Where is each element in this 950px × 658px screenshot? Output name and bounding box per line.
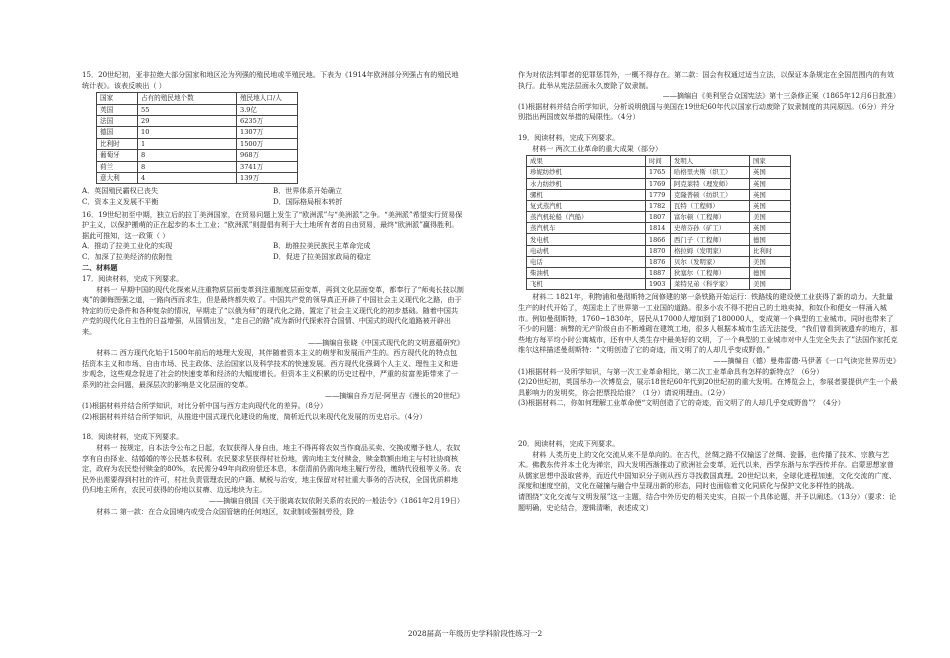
table-header-row [527,156,791,167]
table-row [97,172,298,183]
table-row [527,279,791,290]
question-20-intro: 20．阅读材料，完成下列要求。 [518,438,620,448]
table-header-cell: 发明人 [671,156,750,167]
q20-material: 材料 人类历史上的文化交流从来不是单向的。在古代，丝绸之路不仅输送了丝绸、瓷器，也传播了技术、宗教与艺术。佛教东传并本土化为禅宗，四大发明西渐推动了欧洲社会变革，近代以来，西学东渐与东学西传并存。启蒙思想家曾从儒家思想中汲取营养，而近代中国知识分子则从西方寻找救国真理。20世纪以来，全球化进程加速，文化交流的广度、深度和速度空前，文化在碰撞与融合中呈现出新的形态，同时也面临着文化同质化与保护文化多样性的挑战。 [518,449,896,491]
q18-material-1: 材料一 按规定，自本法令公布之日起，农奴获得人身自由，地主不得再将农奴当作商品买卖、交换或赠予他人，农奴享有自由择业、结婚婚的等公民基本权利。农民要求坚获得村社份地，需向地主支付赎金，赎金数额由地主与村社协商核定，政府为农民垫付赎金的80%，农民需分49年向政府偿还本息，本偿清前仍需向地主履行劳役，缴纳代役租等义务。农民外出需要得到村社的许可，村社负责管理农民的户籍、赋税与治安，地主保留对村社重大事务的否决权，全国优质耕地仍归地主所有，农民可获得的份地以贫瘠、边远地块为主。 [82,442,462,495]
q19-material-2: 材料二 1821年，利物浦和曼彻斯特之间修建的第一条铁路开始运行：铁路线的建设使工业获得了新的动力。大批量生产的时代开始了，英国走上了世界第一工业国的道路。很多小农不得不把自己的土地卖掉，和奴仆和便女一样涌入城市。例如曼彻斯特，1760~1830年，居民从17000人增加到了180000人，变成第一个典型的工业城市。同时也带来了不少的问题：病弊的无产阶级自由不断堆砌在建筑工地，很多人根据本城市生活无法接受，“我们曾看到被遗弃的地方，那些地方每平均小时公寓城市，还有中人类生存中最美好的文明，了一个典型的工业城市对中人生完全失去了”法国作家托克维尔这样描述曼彻斯特：“文明创造了它的奇迹，而文明了的人却几乎变成野兽。” [518,292,898,355]
q17-material-1-source: ——摘编自张晓《中国式现代化的文明意蕴研究》 [307,337,464,347]
table-cell: 1779 [646,189,671,200]
table-cell: 968万 [237,150,298,161]
table-header-cell: 殖民地人口/人 [237,93,298,104]
table-cell: 德国 [750,234,791,245]
table-header-cell: 国家 [97,93,138,104]
q19-inventions-table [526,155,791,290]
left-column [82,70,464,517]
table-cell: 6235万 [237,115,298,126]
q17-material-1: 材料一 早期中国的现代化探索从注重物质层面变革到注重制度层面变革，再到文化层面变革，都奉行了“师夷长技以制夷”的御侮图强之道，一路向西而求生，但是最终都失败了。中国共产党的领导真正开辟了中国社会主义现代化之路，由于特定的历史条件和各种复杂的情况，早期走了“以俄为师”的现代化之路，置定了社会主义现代化的初步基础。随着中国共产党的现代化自主性的日益增强，从国情出发，“走自己的路”成为新时代探索符合国情、中国式的现代化道路被开辟出来。 [82,284,464,337]
table-cell: 英国 [97,104,138,115]
q15-colony-table [96,92,298,184]
table-cell: 史蒂芬孙（矿工） [671,223,750,234]
question-19-intro: 19．阅读材料，完成下列要求。 [518,132,620,142]
table-cell: 蒸汽机轮船（汽船） [527,212,646,223]
q17-material-2: 材料二 西方现代化始于1500年前后的地理大发现，其伴随着资本主义的萌芽和发展而产生的。西方现代化的特点包括资本主义和市场、自由市场、民主政体、法治国家以及科学技术的快速发展。西方现代化强调个人主义、理性主义和进步观念，这些观念促进了社会的快速变革和经济的大幅度增长。但资本主义积累的历史过程中，严重的贫富差距带来了一系列的社会问题，最深层次的影响是文化层面的变革。 [82,348,458,389]
table-cell: 珍妮纺纱机 [527,167,646,178]
table-cell: 美国 [750,256,791,267]
table-cell: 1887 [646,268,671,279]
table-cell: 瓦特（工程师） [671,200,750,211]
table-cell: 莱特兄弟（科学家） [671,279,750,290]
table-cell: 10 [138,127,237,138]
q19-material-1-title: 材料一 两次工业革命的重大成果（部分） [532,143,663,153]
table-cell: 电话 [527,256,646,267]
table-cell: 法国 [97,115,138,126]
table-row [527,268,791,279]
question-17-intro: 17．阅读材料，完成下列要求。 [82,274,184,284]
table-cell: 1500万 [237,138,298,149]
table-cell: 1807 [646,212,671,223]
table-cell: 阿克莱特（理发师） [671,178,750,189]
q18-material-1-source: ——摘编自俄国《关于脱离农奴依附关系的农民的一般法令》（1861年2月19日） [208,495,464,505]
table-cell: 英国 [750,200,791,211]
table-cell: 德国 [97,127,138,138]
q19-material-2-source: ——摘编自（德）曼弗雷德·马伊著《一口气读完世界历史》 [713,355,900,365]
q20-task: 请围绕“文化交流与文明发展”这一主题，结合中外历史的相关史实，自拟一个具体论题，并予以阐述。（13分）（要求：论题明确，史论结合，逻辑清晰，表述成文） [518,491,897,512]
table-row [97,161,298,172]
table-cell: 荷兰 [97,161,138,172]
table-header-cell: 成果 [527,156,646,167]
q16-option-b: B．助推拉美民族民主革命完成 [273,241,371,251]
q18-material-2-source: ——摘编自《美利坚合众国宪法》第十三条修正案（1865年12月6日批准） [662,91,900,101]
table-header-row [97,93,298,104]
q18-material-2-continued: 作为对依法判罪者的犯罪惩罚外，一概不得存在。第二款：国会有权通过适当立法，以保证本条规定在全国范围内的有效执行。此举从宪法层面永久废除了奴隶制。 [518,70,894,90]
table-cell: 8 [138,161,237,172]
table-cell: 1866 [646,234,671,245]
q19-requirement-3: (3)根据材料二，你如何理解工业革命使“文明创造了它的奇迹，而文明了的人却几乎变成野兽”？（4分） [518,398,845,408]
table-row [97,127,298,138]
table-cell: 美国 [750,279,791,290]
q15-option-b: B．世界体系开始确立 [273,186,343,196]
table-cell: 蒸汽机车 [527,223,646,234]
table-cell: 1765 [646,167,671,178]
table-cell: 比利时 [97,138,138,149]
table-cell: 哈格里夫斯（织工） [671,167,750,178]
table-cell: 55 [138,104,237,115]
table-row [527,223,791,234]
q19-requirement-2: (2)20世纪初，英国举办一次博览会，展示18世纪60年代到20世纪初的重大发明。在博览会上，参展者要提供产生一个最具影响力的发明奖，你会把票投给谁？（1分）请说明理由。（2分） [518,377,898,397]
table-cell: 飞机 [527,279,646,290]
table-cell: 骡机 [527,189,646,200]
table-cell: 电动机 [527,245,646,256]
table-row [527,178,791,189]
table-row [97,150,298,161]
table-header-cell: 国家 [750,156,791,167]
table-cell: 29 [138,115,237,126]
page-footer: 2028届高一年级历史学科阶段性练习一2 [407,629,543,638]
right-column [518,70,900,513]
table-cell: 发电机 [527,234,646,245]
table-cell: 1870 [646,245,671,256]
table-cell: 水力纺纱机 [527,178,646,189]
table-header-cell: 时间 [646,156,671,167]
table-cell: 葡萄牙 [97,150,138,161]
table-cell: 1814 [646,223,671,234]
table-cell: 1307万 [237,127,298,138]
table-cell: 英国 [750,189,791,200]
table-cell: 3741万 [237,161,298,172]
table-row [527,167,791,178]
table-cell: 复式蒸汽机 [527,200,646,211]
table-cell: 意大利 [97,172,138,183]
q17-material-2-source: ——摘编自乔万尼·阿里吉《漫长的20世纪》 [325,390,464,400]
table-row [527,200,791,211]
table-cell: 139万 [237,172,298,183]
q17-requirement-2: (2)根据材料并结合所学知识，从推进中国式现代化建设的角度，简析近代以来现代化发展的历史启示。（4分） [82,411,427,421]
q15-options [82,186,464,207]
question-18-intro: 18．阅读材料，完成下列要求。 [82,432,184,442]
table-cell: 美国 [750,212,791,223]
q15-option-d: D．国际格局根本转折 [273,196,343,206]
q15-option-c: C．资本主义发展不平衡 [82,196,159,206]
table-row [527,234,791,245]
table-row [527,256,791,267]
table-row [97,104,298,115]
table-cell: 1876 [646,256,671,267]
table-cell: 1 [138,138,237,149]
table-cell: 英国 [750,178,791,189]
table-row [97,115,298,126]
question-15-stem: 15．20世纪初，亚非拉绝大部分国家和地区沦为列强的殖民地或半殖民地。下表为《1914年欧洲部分列强占有的殖民地统计表》。该表反映出（ ） [82,70,459,90]
table-cell: 1769 [646,178,671,189]
table-cell: 克隆普顿（纺织工） [671,189,750,200]
table-cell: 英国 [750,167,791,178]
q16-option-d: D．促进了拉美国家政局的稳定 [273,251,371,261]
table-row [527,212,791,223]
table-cell: 富尔顿（工程师） [671,212,750,223]
table-row [527,245,791,256]
q18-requirement-1: (1)根据材料并结合所学知识，分析说明俄国与美国在19世纪60年代以国家行动废除了奴隶制度的共同原因。（6分）并分别指出两国废奴举措的局限性。（4分） [518,101,895,122]
table-cell: 3.9亿 [237,104,298,115]
q17-requirement-1: (1)根据材料并结合所学知识，对比分析中国与西方走向现代化的差异。（8分） [82,401,328,411]
table-cell: 贝尔（发明家） [671,256,750,267]
table-cell: 4 [138,172,237,183]
table-cell: 西门子（工程师） [671,234,750,245]
table-cell: 比利时 [750,245,791,256]
question-16-stem: 16．19世纪初至中期，独立后的拉丁美洲国家，在贸易问题上发生了“欧洲派”与“美洲派”之争。“美洲派”希望实行贸易保护主义，以保护搬萌的正在起步的本土工业；“欧洲派”则提倡有利于大土地所有者的自由贸易，最终“欧洲派”赢得胜利。据此可推知，这一政策（ ） [82,209,463,240]
table-cell: 格拉姆（发明家） [671,245,750,256]
table-cell: 柴油机 [527,268,646,279]
q19-requirement-1: (1)根据材料一及所学知识，与第一次工业革命相比，第二次工业革命具有怎样的新特点？（6分） [518,366,824,376]
table-header-cell: 占有的殖民地个数 [138,93,237,104]
q16-option-c: C．加深了拉美经济的依附性 [82,251,173,261]
table-cell: 狄塞尔（工程师） [671,268,750,279]
table-cell: 德国 [750,268,791,279]
table-cell: 1903 [646,279,671,290]
q18-material-2: 材料二 第一款：在合众国境内或受合众国管辖的任何地区，奴隶制或强制劳役，除 [96,506,354,516]
table-cell: 8 [138,150,237,161]
q16-options [82,241,464,262]
q16-option-a: A．推动了拉美工业化的实现 [82,241,173,251]
table-row [97,138,298,149]
table-row [527,189,791,200]
table-cell: 1782 [646,200,671,211]
q15-option-a: A．英国殖民霸权已丧失 [82,186,159,196]
section-heading: 二、材料题 [82,263,118,273]
table-cell: 英国 [750,223,791,234]
